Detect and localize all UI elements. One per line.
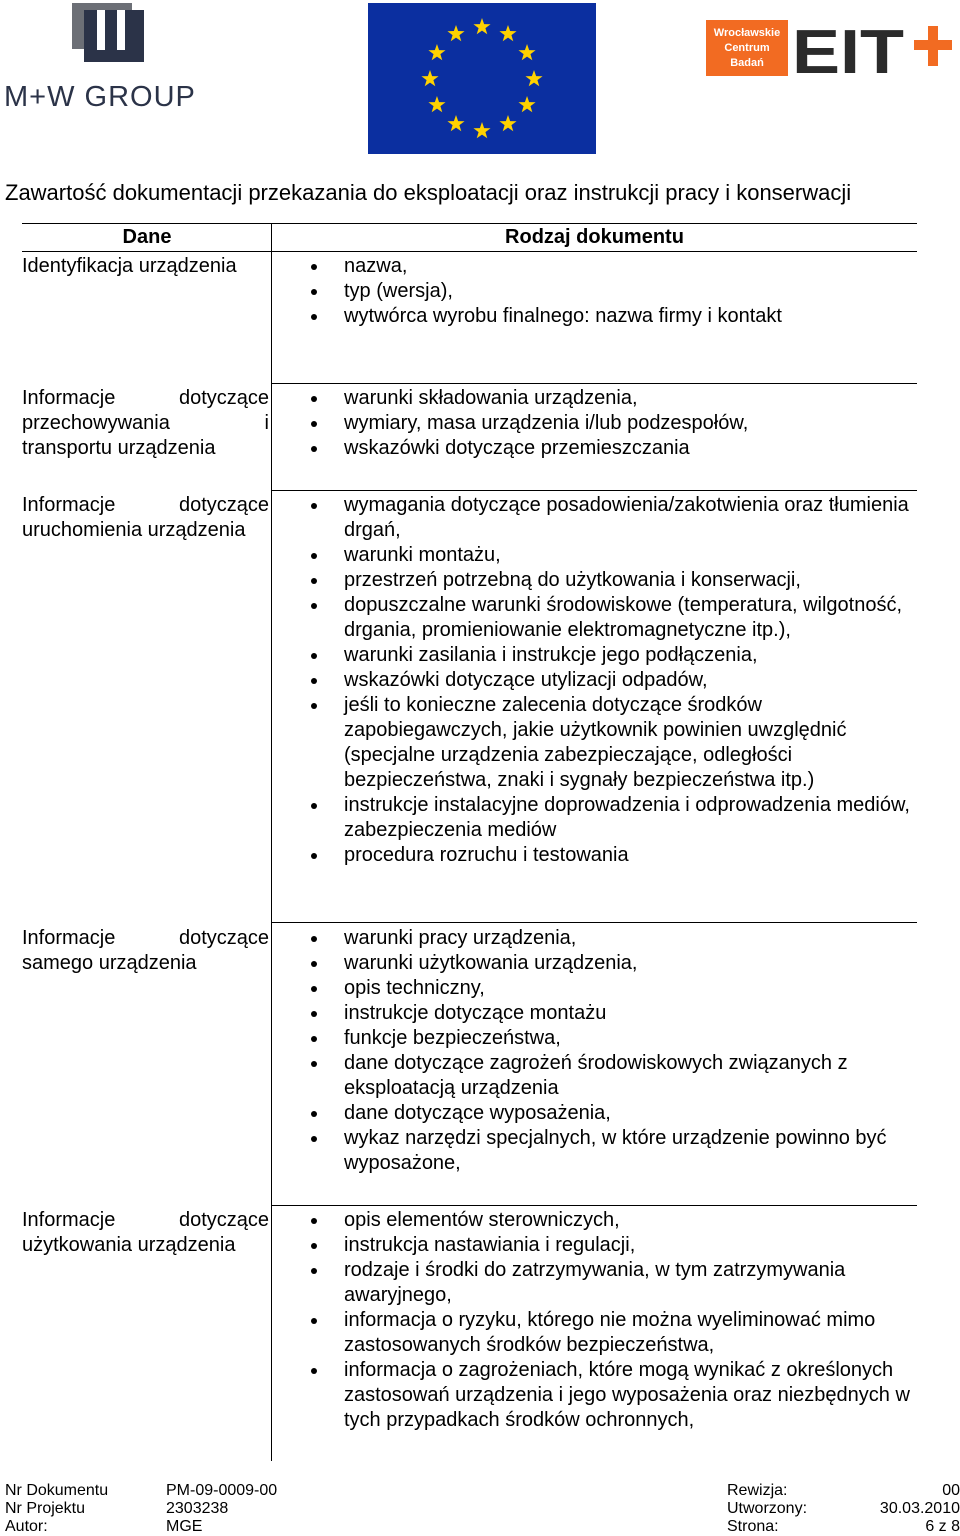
footer-rewizja-label: Rewizja: [727, 1482, 788, 1499]
header-rodzaj-dokumentu: Rodzaj dokumentu [505, 226, 684, 248]
list-item: warunki składowania urządzenia, [344, 386, 912, 411]
list-item: przestrzeń potrzebną do użytkowania i konserwacji, [344, 568, 912, 593]
row-label-line: Informacje dotyczące [22, 927, 269, 949]
column-divider [271, 223, 272, 1461]
list-item: warunki użytkowania urządzenia, [344, 951, 912, 976]
footer-rewizja-value: 00 [942, 1482, 960, 1499]
row-label-line: uruchomienia urządzenia [22, 519, 246, 541]
footer-strona-value: 6 z 8 [925, 1518, 960, 1535]
eit-plus-logo [706, 20, 954, 82]
mw-group-logo [0, 0, 215, 112]
row-items-samo-urzadzenie [344, 926, 912, 1176]
row-label-line: samego urządzenia [22, 952, 197, 974]
row-label-uruchomienie [22, 493, 269, 543]
footer-strona-label: Strona: [727, 1518, 779, 1535]
list-item: instrukcje instalacyjne doprowadzenia i odprowadzenia mediów, zabezpieczenia mediów [344, 793, 912, 843]
row-items-uzytkowanie [344, 1208, 912, 1433]
footer-nr-dokumentu-label: Nr Dokumentu [5, 1482, 109, 1499]
row-label-line: Informacje dotyczące [22, 1209, 269, 1231]
list-item: instrukcje dotyczące montażu [344, 1001, 912, 1026]
footer-utworzony-value: 30.03.2010 [879, 1500, 960, 1517]
row-rule [272, 1205, 917, 1206]
eit-small-line-3: Badań [730, 57, 764, 69]
documentation-table [22, 223, 917, 1461]
footer-autor-label: Autor: [5, 1518, 48, 1535]
list-item: wskazówki dotyczące utylizacji odpadów, [344, 668, 912, 693]
list-item: wymagania dotyczące posadowienia/zakotwienia oraz tłumienia drgań, [344, 493, 912, 543]
document-title: Zawartość dokumentacji przekazania do eksploatacji oraz instrukcji pracy i konserwacji [5, 180, 852, 205]
list-item: warunki montażu, [344, 543, 912, 568]
row-label-identyfikacja [22, 254, 269, 279]
row-label-uzytkowanie [22, 1208, 269, 1258]
list-item: jeśli to konieczne zalecenia dotyczące środków zapobiegawczych, jakie użytkownik powinien uwzględnić (specjalne urządzenia zabezpieczające, odległości bezpieczeństwa, znaki i sygnały bezpieczeństwa itp.) [344, 693, 912, 793]
list-item: warunki zasilania i instrukcje jego podłączenia, [344, 643, 912, 668]
list-item: instrukcja nastawiania i regulacji, [344, 1233, 912, 1258]
eit-small-line-2: Centrum [724, 42, 770, 54]
row-rule [272, 490, 917, 491]
list-item: wymiary, masa urządzenia i/lub podzespołów, [344, 411, 912, 436]
list-item: dane dotyczące wyposażenia, [344, 1101, 912, 1126]
footer-utworzony-label: Utworzony: [727, 1500, 808, 1517]
list-item: opis techniczny, [344, 976, 912, 1001]
footer-nr-projektu-label: Nr Projektu [5, 1500, 86, 1517]
eit-small-line-1: Wrocławskie [713, 27, 781, 39]
row-label-line: Informacje dotyczące [22, 387, 269, 409]
row-label-line: przechowywania i [22, 412, 269, 434]
list-item: rodzaje i środki do zatrzymywania, w tym zatrzymywania awaryjnego, [344, 1258, 912, 1308]
list-item: informacja o zagrożeniach, które mogą wynikać z określonych zastosowań urządzenia i jego wyposażenia oraz niezbędnych w tych przypadkach środków ochronnych, [344, 1358, 912, 1433]
footer-nr-dokumentu-value: PM-09-0009-00 [166, 1482, 278, 1499]
footer-autor-value: MGE [166, 1518, 203, 1535]
row-label-line: transportu urządzenia [22, 437, 216, 459]
footer-nr-projektu-value: 2303238 [166, 1500, 229, 1517]
row-items-identyfikacja [344, 254, 912, 329]
list-item: funkcje bezpieczeństwa, [344, 1026, 912, 1051]
list-item: informacja o ryzyku, którego nie można wyeliminować mimo zastosowanych środków bezpieczeństwa, [344, 1308, 912, 1358]
row-label-samo-urzadzenie [22, 926, 269, 976]
list-item: wskazówki dotyczące przemieszczania [344, 436, 912, 461]
row-rule [272, 383, 917, 384]
list-item: nazwa, [344, 254, 912, 279]
row-items-uruchomienie [344, 493, 912, 868]
mw-logo-text: M+W GROUP [4, 81, 196, 112]
table-top-rule [22, 223, 917, 224]
header-rule [22, 251, 917, 252]
header-dane: Dane [122, 226, 172, 248]
eit-big-text: EIT [792, 20, 905, 82]
row-rule [272, 922, 917, 923]
list-item: wytwórca wyrobu finalnego: nazwa firmy i kontakt [344, 304, 912, 329]
row-label-przechowywanie [22, 386, 269, 461]
row-items-przechowywanie [344, 386, 912, 461]
row-label-line: użytkowania urządzenia [22, 1234, 236, 1256]
list-item: dane dotyczące zagrożeń środowiskowych związanych z eksploatacją urządzenia [344, 1051, 912, 1101]
list-item: procedura rozruchu i testowania [344, 843, 912, 868]
row-label-line: Identyfikacja urządzenia [22, 255, 237, 277]
eu-flag-logo [368, 3, 596, 154]
list-item: warunki pracy urządzenia, [344, 926, 912, 951]
list-item: dopuszczalne warunki środowiskowe (temperatura, wilgotność, drgania, promieniowanie elektromagnetyczne itp.), [344, 593, 912, 643]
list-item: wykaz narzędzi specjalnych, w które urządzenie powinno być wyposażone, [344, 1126, 912, 1176]
row-label-line: Informacje dotyczące [22, 494, 269, 516]
list-item: opis elementów sterowniczych, [344, 1208, 912, 1233]
list-item: typ (wersja), [344, 279, 912, 304]
